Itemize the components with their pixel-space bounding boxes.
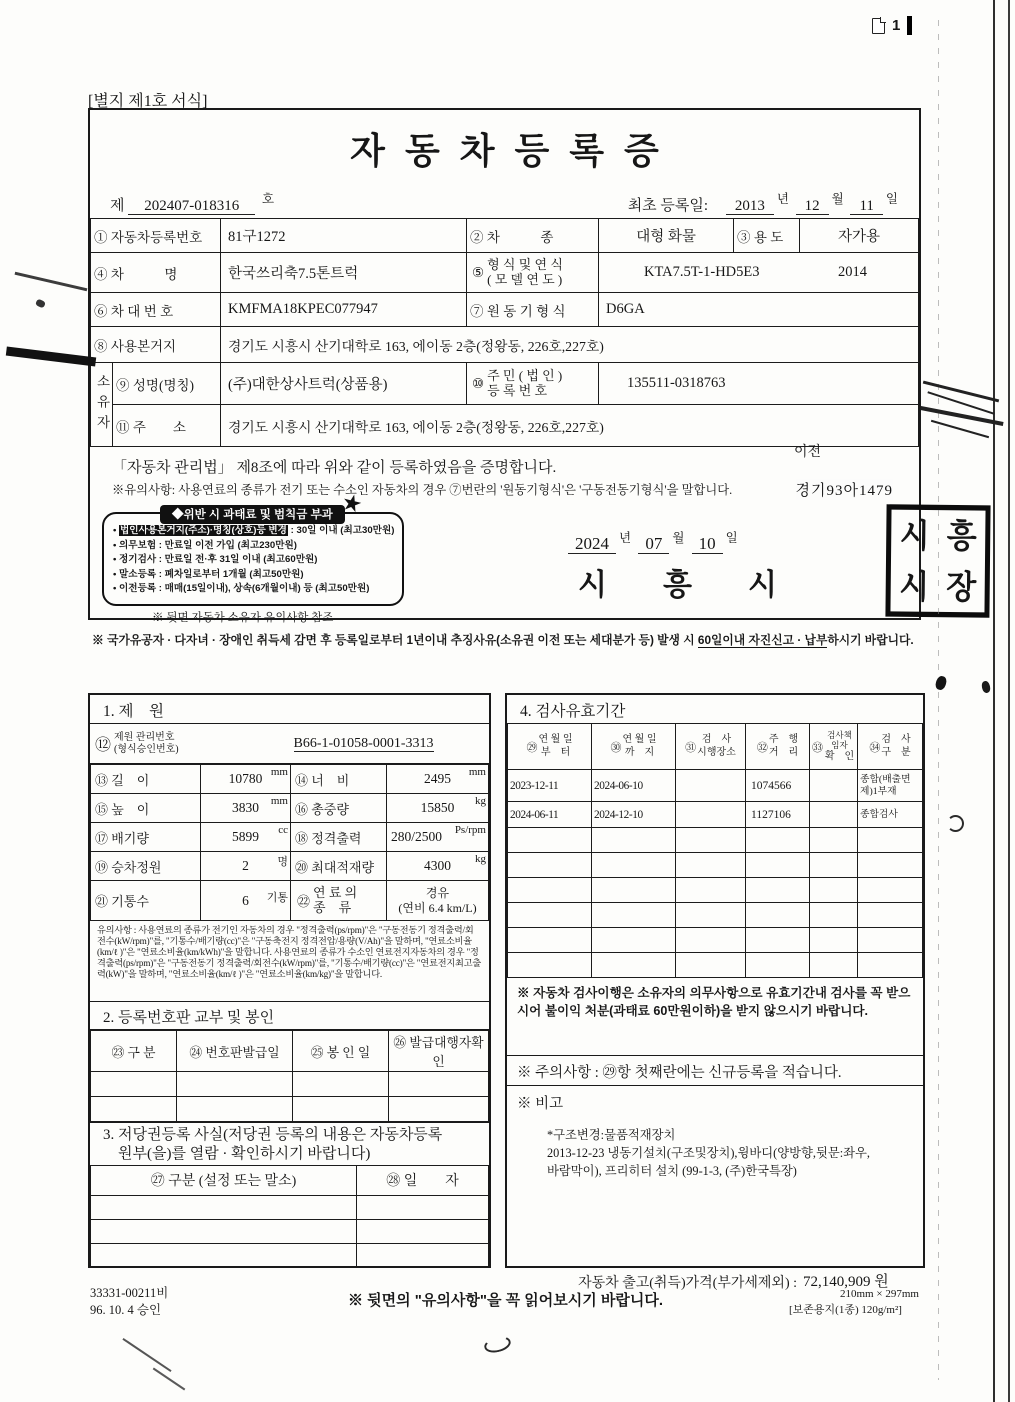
scan-artifact — [934, 675, 948, 691]
issue-month: 07 — [638, 534, 669, 554]
gross-weight-unit: kg — [475, 795, 486, 807]
inspection-empty-row — [508, 878, 923, 903]
insp-distance: 1074566 — [746, 770, 810, 802]
model-year: 2014 — [838, 264, 868, 280]
rated-output-label: ⑱ 정격출력 — [291, 823, 387, 852]
page-number: 1 — [892, 17, 901, 34]
penalty-warning-box — [102, 491, 404, 606]
inspection-duty-notice: ※ 자동차 검사이행은 소유자의 의무사항으로 유효기간내 검사를 꼭 받으시어 불이익 처분(과태료 60만원이하)을 받지 않으시기 바랍니다. — [507, 978, 923, 1056]
owner-reg-num: ⑩ — [472, 375, 485, 391]
owner-reg-value: 135511-0318763 — [599, 363, 919, 405]
height-value — [201, 794, 291, 823]
penalty-item — [113, 553, 396, 568]
issue-year: 2024 — [568, 534, 616, 554]
vin-value: KMFMA18KPEC077947 — [221, 293, 467, 327]
mortgage-empty-row — [91, 1243, 489, 1267]
plate-table — [90, 1030, 489, 1122]
insp-h0-l1: 연 월 일 — [538, 734, 573, 745]
width-value — [387, 765, 489, 794]
engine-value: D6GA — [599, 293, 919, 327]
seating-number: 2 — [242, 858, 249, 873]
fuel-economy — [389, 901, 486, 915]
gross-weight-label: ⑯ 총중량 — [291, 794, 387, 823]
insp-h1-l1: 연 월 일 — [622, 734, 657, 745]
length-number: 10780 — [228, 771, 263, 786]
car-type-label: ② 차 종 — [467, 219, 599, 253]
mortgage-table — [90, 1165, 489, 1269]
insp-from: 2023-12-11 — [508, 770, 592, 802]
certification-statement: 「자동차 관리법」 제8조에 따라 위와 같이 등록하였음을 증명합니다. — [112, 460, 557, 476]
document-number-row — [110, 194, 901, 215]
insp-header-confirm — [810, 724, 858, 770]
car-name-value: 한국쓰리축7.5톤트럭 — [221, 253, 467, 293]
remark-section — [507, 1086, 923, 1266]
penalty-item-highlight: 법인사용본거지(주소)·명칭(상호)등 변경 — [120, 525, 287, 536]
section3-title-line2: 원부(을)를 열람 · 확인하시기 바랍니다) — [118, 1145, 371, 1162]
scan-artifact — [931, 420, 989, 438]
displacement-number: 5899 — [232, 829, 259, 844]
day-unit: 일 — [885, 192, 898, 206]
inspection-empty-row — [508, 828, 923, 853]
insp-h0-num: ㉙ — [526, 741, 538, 754]
penalty-title-text: ◆위반 시 과태료 및 범칙금 부과 — [172, 509, 333, 521]
model-value-cell — [599, 253, 919, 293]
insp-h5-l1: 검 사 — [881, 734, 911, 745]
scan-artifact — [981, 680, 991, 693]
insp-h2-l2: 시행장소 — [697, 746, 736, 758]
issuing-authority: 시흥시 — [578, 569, 833, 602]
penalty-item-text: 의무보험 : 만료일 이전 가입 (최고230만원) — [119, 539, 297, 551]
inspection-empty-row — [508, 928, 923, 953]
scan-edge-line — [993, 0, 995, 1402]
issue-day: 10 — [692, 534, 723, 554]
insp-h3-l1: 주 행 — [768, 734, 799, 745]
insp-header-distance — [746, 724, 810, 770]
insp-distance: 1127106 — [746, 802, 810, 828]
owner-reg-line1: 주 민 ( 법 인 ) — [487, 367, 563, 383]
max-load-number: 4300 — [424, 858, 451, 873]
length-label: ⑬ 길 이 — [91, 765, 201, 794]
rated-output-number: 280/2500 — [391, 829, 443, 844]
mortgage-empty-row — [91, 1195, 489, 1219]
displacement-unit: cc — [278, 824, 288, 836]
insp-h5-num: ㉞ — [869, 741, 881, 754]
insp-h5-l2: 구 분 — [881, 746, 911, 758]
spec-mgmt-label — [90, 724, 238, 763]
spec-mgmt-line2: (형식승인번호) — [114, 743, 179, 755]
penalty-item-text: 정기검사 : 만료일 전·후 31일 이내 (최고60만원) — [119, 554, 318, 566]
paper-size: 210mm × 297mm — [840, 1288, 919, 1300]
scan-artifact — [35, 298, 46, 308]
mortgage-empty-row — [91, 1267, 489, 1268]
registration-certificate-box — [88, 108, 977, 624]
cylinders-value — [201, 881, 291, 921]
length-unit: mm — [270, 766, 288, 778]
remark-title: ※ 비고 — [517, 1096, 564, 1112]
inspection-row — [508, 770, 923, 802]
caution-notice: ※ 주의사항 : ㉙항 첫째란에는 신규등록을 적습니다. — [507, 1056, 923, 1086]
model-label-line2: ( 모 델 연 도 ) — [487, 271, 563, 287]
insp-confirm — [810, 802, 858, 828]
mortgage-header-date: ㉘ 일 자 — [357, 1165, 489, 1195]
inspection-section — [505, 693, 925, 1268]
seal-char: 시 — [899, 516, 930, 555]
fuel-num: ㉒ — [297, 894, 311, 909]
insp-header-from — [508, 724, 592, 770]
page-icon — [872, 18, 885, 34]
insp-h2-l1: 검 사 — [701, 734, 732, 745]
document-number — [110, 194, 277, 215]
owner-reg-label — [467, 363, 599, 405]
usage-value: 자가용 — [800, 219, 919, 253]
page-indicator — [872, 16, 912, 35]
insp-kind: 종합(배출면제)1부재 — [858, 770, 923, 802]
plate-header-issue-date: ㉔ 번호판발급일 — [177, 1031, 293, 1072]
section2-title: 2. 등록번호판 교부 및 봉인 — [90, 1001, 489, 1030]
remark-line2: 2013-12-23 냉동기설치(구조및장치),윙바디(양방향,뒷문:좌우, — [547, 1145, 870, 1160]
penalty-box-title — [160, 491, 364, 524]
engine-label: ⑦ 원 동 기 형 식 — [467, 293, 599, 327]
remark-line3: 바람막이), 프리히터 설치 (99-1-3, (주)한국특장) — [547, 1163, 797, 1178]
issue-date — [568, 531, 741, 554]
max-load-label: ⑳ 최대적재량 — [291, 852, 387, 881]
insp-h4-num: ㉝ — [812, 741, 823, 754]
vin-label: ⑥ 차 대 번 호 — [91, 293, 221, 327]
height-label: ⑮ 높 이 — [91, 794, 201, 823]
inspection-table — [507, 723, 923, 978]
remark-line1: *구조변경:물품적재장치 — [547, 1128, 676, 1142]
remark-body — [547, 1127, 915, 1180]
fuel-econ-prefix: (연비 — [398, 900, 426, 915]
seating-label: ⑲ 승차정원 — [91, 852, 201, 881]
fuel-line1: 연 료 의 — [313, 884, 358, 900]
insp-header-to — [592, 724, 676, 770]
insp-h3-l2: 거 리 — [768, 746, 799, 758]
width-unit: mm — [468, 766, 486, 778]
star-icon: ★ — [340, 491, 364, 517]
tax-notice-underlined: 60일이내 자진신고 · 납부 — [697, 633, 828, 647]
overlapped-plate-number: 경기93아1479 — [796, 479, 893, 500]
first-reg-year: 2013 — [726, 198, 774, 215]
scan-artifact — [947, 815, 964, 832]
gross-weight-number: 15850 — [420, 800, 455, 815]
owner-addr-label: ⑪ 주 소 — [113, 405, 221, 447]
scan-artifact — [923, 381, 999, 403]
plate-header-agent: ㉖ 발급대행자확인 — [389, 1031, 489, 1072]
base-label: ⑧ 사용본거지 — [91, 327, 221, 363]
spec-footnote: 유의사항 : 사용연료의 종류가 전기인 자동차의 경우 "정격출력(ps/rpm)"은 "구동전동기 정격출력/회전수(kW/rpm)"를, "기통수/배기량(cc)"은 "구동축전지 정격전압/용량(V/Ah)"을 말하며, "연료소비율(km/ℓ )"은 "연료소비율(km/kWh)"을 말합니다. 사용연료의 종류가 수소인 연료전지자동차의 경우 "정격출력(ps/rpm)"은 "구동전동기 정격출력/회전수(kW/rpm)"를, "기통수/배기량(cc)"은 "연료전지최고출력(kW)"을 말하며, "연료소비율(km/ℓ )"은 "연료소비율(km/kg)"을 말합니다. — [97, 925, 482, 980]
penalty-footnote: ※ 뒷면 자동차 소유자 유의사항 참조 — [152, 612, 334, 624]
penalty-item-text-alt: 이전등록 : 매매(15일이내), 상속(6개월이내) 등 (최고50만원) — [119, 583, 370, 595]
seating-value — [201, 852, 291, 881]
rated-output-value — [387, 823, 489, 852]
spec-mgmt-value — [238, 724, 489, 763]
read-back-notice: ※ 뒷면의 "유의사항"을 꼭 읽어보시기 바랍니다. — [348, 1292, 664, 1309]
scan-artifact — [15, 272, 88, 291]
tax-notice-seg4: 하시기 바랍니다. — [827, 633, 914, 647]
seal-char: 흥 — [946, 517, 977, 555]
form-approval: 96. 10. 4 승인 — [90, 1303, 162, 1317]
seal-char: 장 — [946, 567, 977, 606]
fuel-type-label — [291, 881, 387, 921]
transfer-mark: 이전 — [793, 445, 821, 460]
owner-reg-line2: 등 록 번 호 — [487, 382, 548, 398]
penalty-item — [113, 524, 396, 539]
tax-notice-seg2: 등록일로부터 1년이내 추징사유(소유권 이전 또는 세대분가 등) 발생 시 — [334, 633, 698, 647]
width-label: ⑭ 너 비 — [291, 765, 387, 794]
penalty-item — [113, 539, 396, 554]
displacement-value — [201, 823, 291, 852]
plate-header-type: ㉓ 구 분 — [91, 1031, 177, 1072]
section1-title: 1. 제 원 — [90, 695, 489, 724]
height-number: 3830 — [232, 800, 259, 815]
penalty-item-text: 말소등록 : 폐차일로부터 1개월 (최고50만원) — [119, 568, 304, 580]
insp-h0-l2: 부 터 — [540, 746, 571, 758]
model-label — [467, 253, 599, 293]
doc-no-prefix: 제 — [110, 198, 125, 214]
owner-name-label: ⑨ 성명(명칭) — [113, 363, 221, 405]
owner-group-label: 소유자 — [91, 363, 113, 447]
issue-day-unit: 일 — [725, 531, 738, 545]
form-label: [별지 제1호 서식] — [88, 93, 208, 110]
insp-h4-l1: 검사책임자 — [827, 729, 852, 751]
insp-kind: 종합검사 — [858, 802, 923, 828]
insp-confirm — [810, 770, 858, 802]
owner-name-value: (주)대한상사트럭(상품용) — [221, 363, 467, 405]
mortgage-header-type: ㉗ 구분 (설정 또는 말소) — [91, 1165, 357, 1195]
first-reg-label: 최초 등록일: — [627, 198, 709, 214]
insp-h4-l2: 확 인 — [824, 750, 855, 762]
insp-header-kind — [858, 724, 923, 770]
insp-header-place — [676, 724, 746, 770]
width-number: 2495 — [424, 771, 451, 786]
inspection-empty-row — [508, 853, 923, 878]
inspection-empty-row — [508, 953, 923, 978]
scan-artifact — [6, 347, 96, 367]
scan-fold-line — [938, 20, 939, 1380]
insp-h1-l2: 까 지 — [624, 746, 655, 758]
scan-artifact — [122, 1338, 171, 1372]
base-value: 경기도 시흥시 산기대학로 163, 에이동 2층(정왕동, 226호,227호) — [221, 327, 919, 363]
cursor-caret — [907, 16, 912, 35]
insp-to: 2024-12-10 — [592, 802, 676, 828]
year-unit: 년 — [776, 192, 789, 206]
spec-mgmt-number-row — [90, 724, 489, 764]
vehicle-info-table — [90, 218, 919, 447]
doc-no-value: 202407-018316 — [128, 198, 255, 215]
scan-artifact — [483, 1334, 513, 1355]
first-registration-date — [628, 194, 901, 215]
spec-mgmt-line1: 제원 관리번호 — [114, 731, 175, 743]
plate-empty-row — [91, 1097, 489, 1122]
issue-year-unit: 년 — [619, 531, 632, 545]
fuel-kind: 경유 — [425, 886, 450, 901]
rated-output-unit: Ps/rpm — [454, 824, 486, 836]
inspection-row — [508, 802, 923, 828]
car-name-label: ④ 차 명 — [91, 253, 221, 293]
fuel-econ-value: 6.4 — [428, 900, 444, 915]
paper-spec: [보존용지(1종) 120g/m²] — [789, 1304, 902, 1316]
gross-weight-value — [387, 794, 489, 823]
cylinders-unit: 기통 — [266, 892, 288, 904]
insp-place — [676, 802, 746, 828]
fuel-notice: ※유의사항: 사용연료의 종류가 전기 또는 수소인 자동차의 경우 ⑦번란의 '원동기형식'은 '구동전동기형식'을 말합니다. — [112, 483, 733, 497]
height-unit: mm — [270, 795, 288, 807]
usage-label: ③ 용 도 — [734, 219, 800, 253]
first-reg-day: 11 — [850, 198, 882, 215]
cylinders-number: 6 — [242, 892, 249, 908]
seal-char: 시 — [899, 567, 930, 605]
spec-mgmt-num: ⑫ — [95, 737, 112, 754]
model-label-line1: 형 식 및 연 식 — [487, 256, 563, 272]
model-label-num: ⑤ — [472, 264, 485, 280]
section4-title: 4. 검사유효기간 — [520, 703, 626, 720]
doc-no-suffix: 호 — [262, 192, 275, 206]
displacement-label: ⑰ 배기량 — [91, 823, 201, 852]
tax-notice-seg1: ※ 국가유공자 · 다자녀 · 장애인 취득세 감면 후 — [92, 633, 335, 647]
owner-addr-value: 경기도 시흥시 산기대학로 163, 에이동 2층(정왕동, 226호,227호) — [221, 405, 919, 447]
insp-h1-num: ㉚ — [610, 741, 622, 754]
plate-empty-row — [91, 1072, 489, 1097]
fuel-econ-unit: km/L) — [446, 900, 477, 915]
max-load-unit: kg — [475, 853, 486, 865]
reg-no-label: ① 자동차등록번호 — [91, 219, 221, 253]
scan-edge-line — [1008, 0, 1010, 1402]
penalty-item — [113, 582, 396, 597]
fuel-type-value — [387, 881, 489, 921]
insp-place — [676, 770, 746, 802]
certification-statement-row — [112, 445, 897, 477]
insp-h3-num: ㉜ — [756, 741, 768, 754]
document-title: 자동차등록증 — [350, 131, 679, 171]
car-type-value: 대형 화물 — [599, 219, 734, 253]
mortgage-empty-row — [91, 1219, 489, 1243]
max-load-value — [387, 852, 489, 881]
price-label: 자동차 출고(취득)가격(부가세제외) : — [578, 1276, 797, 1291]
insp-from: 2024-06-11 — [508, 802, 592, 828]
price-value: 72,140,909 원 — [803, 1274, 889, 1290]
spec-mgmt-value-text: B66-1-01058-0001-3313 — [293, 736, 434, 751]
first-reg-month: 12 — [796, 198, 829, 215]
penalty-item — [113, 568, 396, 583]
section3-title-line1: 3. 저당권등록 사실(저당권 등록의 내용은 자동차등록 — [103, 1127, 443, 1143]
fuel-line2: 종 류 — [313, 899, 352, 915]
cylinders-label: ㉑ 기통수 — [91, 881, 201, 921]
tax-exemption-notice — [92, 631, 920, 648]
inspection-empty-row — [508, 903, 923, 928]
model-code: KTA7.5T-1-HD5E3 — [644, 264, 760, 280]
length-value — [201, 765, 291, 794]
penalty-item-text: : 30일 이내 (최고30만원) — [287, 525, 395, 536]
spec-table — [90, 764, 489, 921]
section3-title — [90, 1122, 489, 1165]
insp-h2-num: ㉛ — [685, 741, 697, 754]
reg-no-value: 81구1272 — [221, 219, 467, 253]
plate-header-seal-date: ㉕ 봉 인 일 — [293, 1031, 389, 1072]
fuel-notice-row — [112, 480, 897, 498]
specifications-section — [88, 693, 491, 1268]
issue-month-unit: 월 — [672, 531, 685, 545]
month-unit: 월 — [831, 192, 844, 206]
form-number: 33331-00211비 — [90, 1286, 169, 1300]
insp-to: 2024-06-10 — [592, 770, 676, 802]
seating-unit: 명 — [277, 856, 288, 868]
